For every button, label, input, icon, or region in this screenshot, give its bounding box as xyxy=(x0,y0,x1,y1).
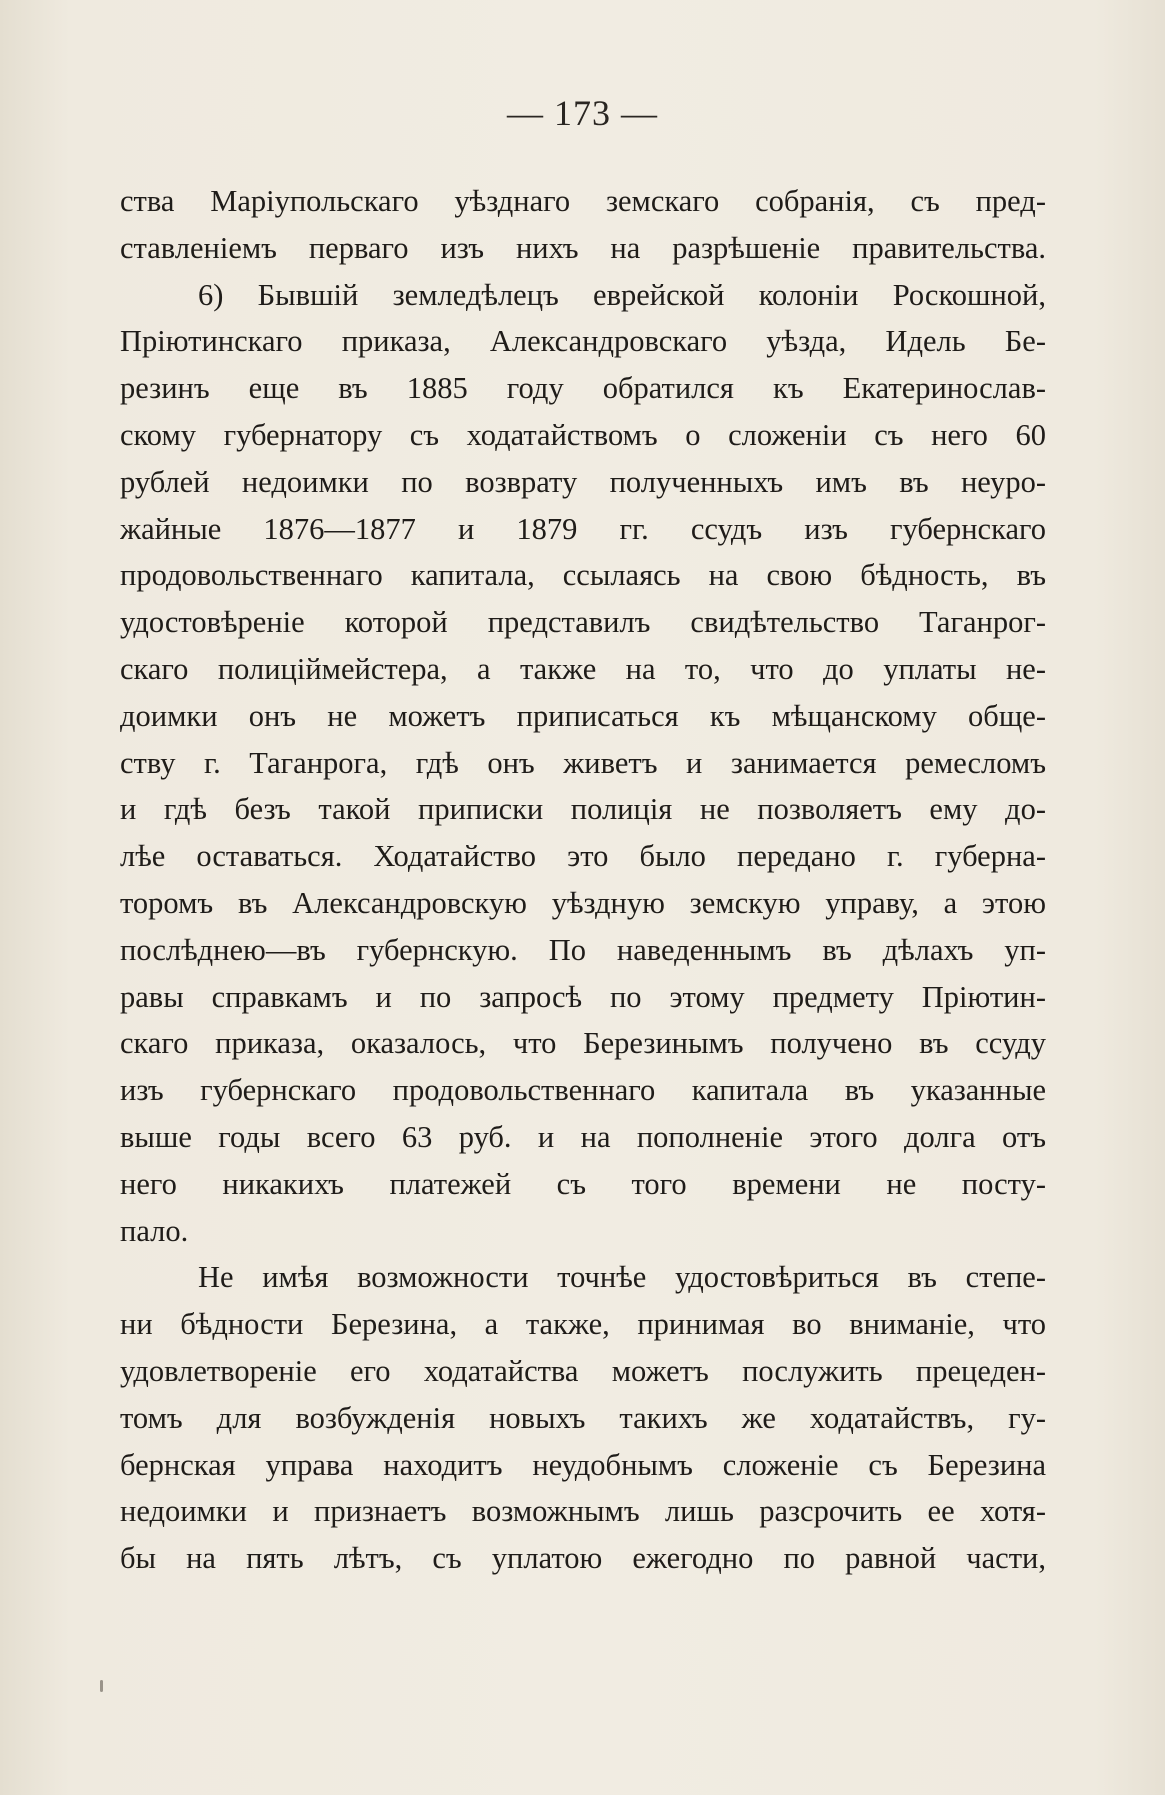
text-line: выше годы всего 63 руб. и на пополненіе этого долга отъ xyxy=(120,1119,1046,1154)
text-line: доимки онъ не можетъ приписаться къ мѣщанскому обще- xyxy=(120,698,1046,733)
text-line: равы справкамъ и по запросѣ по этому предмету Пріютин- xyxy=(120,979,1046,1014)
text-line: томъ для возбужденія новыхъ такихъ же ходатайствъ, гу- xyxy=(120,1400,1046,1435)
paragraph-start-line: 6) Бывшій земледѣлецъ еврейской колоніи Роскошной, xyxy=(198,277,1046,312)
text-line: резинъ еще въ 1885 году обратился къ Екатеринослав- xyxy=(120,371,1046,406)
text-line: скаго приказа, оказалось, что Березинымъ получено въ ссуду xyxy=(120,1026,1046,1061)
text-line: скаго полиціймейстера, а также на то, что до уплаты не- xyxy=(120,651,1046,686)
text-line: удостовѣреніе которой представилъ свидѣтельство Таганрог- xyxy=(120,605,1046,640)
text-line: изъ губернскаго продовольственнаго капитала въ указанные xyxy=(120,1073,1046,1108)
text-line: Пріютинскаго приказа, Александровскаго уѣзда, Идель Бе- xyxy=(120,324,1046,359)
text-line: скому губернатору съ ходатайствомъ о сложеніи съ него 60 xyxy=(120,417,1046,452)
paragraph-start-line: Не имѣя возможности точнѣе удостовѣриться въ степе- xyxy=(198,1260,1046,1295)
text-line: бернская управа находитъ неудобнымъ сложеніе съ Березина xyxy=(120,1447,1046,1482)
text-line: ства Маріупольскаго уѣзднаго земскаго собранія, съ пред- xyxy=(120,184,1046,218)
text-line: ству г. Таганрога, гдѣ онъ живетъ и занимается ремесломъ xyxy=(120,745,1046,780)
ink-speck xyxy=(100,1680,103,1692)
text-line: ставленіемъ перваго изъ нихъ на разрѣшеніе правительства. xyxy=(120,230,1046,265)
text-line: лѣе оставаться. Ходатайство это было передано г. губерна- xyxy=(120,839,1046,874)
text-line: продовольственнаго капитала, ссылаясь на свою бѣдность, въ xyxy=(120,558,1046,593)
text-line: бы на пять лѣтъ, съ уплатою ежегодно по равной части, xyxy=(120,1541,1046,1576)
text-line: послѣднею—въ губернскую. По наведеннымъ въ дѣлахъ уп- xyxy=(120,932,1046,967)
text-line: недоимки и признаетъ возможнымъ лишь разсрочить ее хотя- xyxy=(120,1494,1046,1529)
page-number: — 173 — xyxy=(507,93,658,133)
body-text xyxy=(120,178,1046,1582)
text-line: ни бѣдности Березина, а также, принимая во вниманіе, что xyxy=(120,1307,1046,1342)
text-line: торомъ въ Александровскую уѣздную земскую управу, а этою xyxy=(120,885,1046,920)
text-line: рублей недоимки по возврату полученныхъ имъ въ неуро- xyxy=(120,464,1046,499)
text-line: жайные 1876—1877 и 1879 гг. ссудъ изъ губернскаго xyxy=(120,511,1046,546)
text-line: и гдѣ безъ такой приписки полиція не позволяетъ ему до- xyxy=(120,792,1046,827)
paragraph-end-line: пало. xyxy=(120,1213,189,1248)
text-line: него никакихъ платежей съ того времени не посту- xyxy=(120,1166,1046,1201)
text-line: удовлетвореніе его ходатайства можетъ послужить прецеден- xyxy=(120,1353,1046,1388)
